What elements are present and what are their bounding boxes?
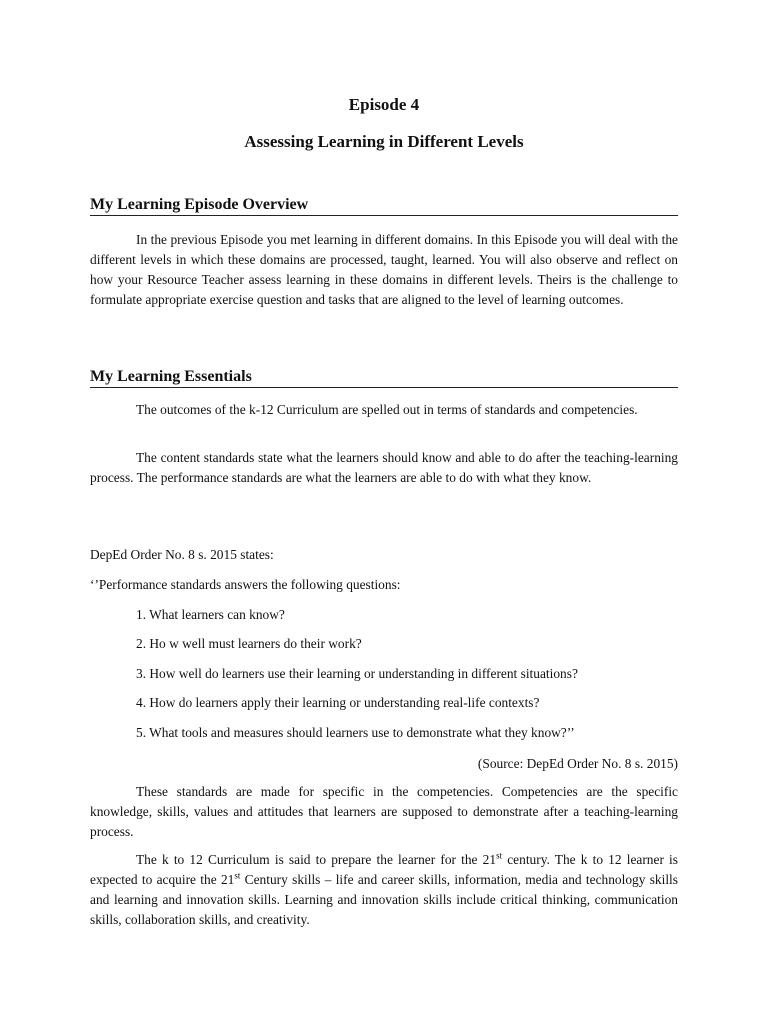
p4-text-a: The k to 12 Curriculum is said to prepare the learner for the 21 [136,852,497,867]
quote-intro: ‘’Performance standards answers the following questions: [90,577,401,592]
question-item: 2. Ho w well must learners do their work? [136,636,362,651]
overview-heading: My Learning Episode Overview [90,196,678,216]
essentials-paragraph-2: The content standards state what the learners should know and able to do after the teaching-learning process. The performance standards are what the learners are able to do with what they know. [90,450,678,485]
p4-superscript-2: st [234,870,241,881]
overview-paragraph: In the previous Episode you met learning in different domains. In this Episode you will deal with the different levels in which these domains are processed, taught, learned. You will also observe and reflect on how your Resource Teacher assess learning in these domains in different levels. Theirs is the challenge to formulate appropriate exercise question and tasks that are aligned to the level of learning outcomes. [90,232,678,307]
p4-superscript-1: st [496,850,503,861]
order-intro: DepEd Order No. 8 s. 2015 states: [90,547,274,562]
essentials-heading: My Learning Essentials [90,368,678,388]
essentials-paragraph-1: The outcomes of the k-12 Curriculum are spelled out in terms of standards and competencies. [136,402,638,417]
question-item: 5. What tools and measures should learners use to demonstrate what they know?’’ [136,725,575,740]
episode-title: Episode 4 [348,95,420,114]
question-item: 4. How do learners apply their learning or understanding real-life contexts? [136,695,540,710]
p4-text-c: Century skills – life and career skills, information, media and technology skills and learning and innovation skills. Learning and innovation skills include critical thinking, communication skills, collaboration skills, and creativity. [90,872,678,927]
episode-subtitle: Assessing Learning in Different Levels [244,132,524,151]
source-citation: (Source: DepEd Order No. 8 s. 2015) [477,756,678,771]
essentials-paragraph-4 [90,850,678,930]
essentials-paragraph-3: These standards are made for specific in the competencies. Competencies are the specific knowledge, skills, values and attitudes that learners are supposed to demonstrate after a teaching-learning process. [90,784,678,839]
question-item: 3. How well do learners use their learning or understanding in different situations? [136,666,578,681]
question-item: 1. What learners can know? [136,607,285,622]
p4-text-b: century. The k to 12 learner is expected to acquire the 21 [90,852,678,887]
